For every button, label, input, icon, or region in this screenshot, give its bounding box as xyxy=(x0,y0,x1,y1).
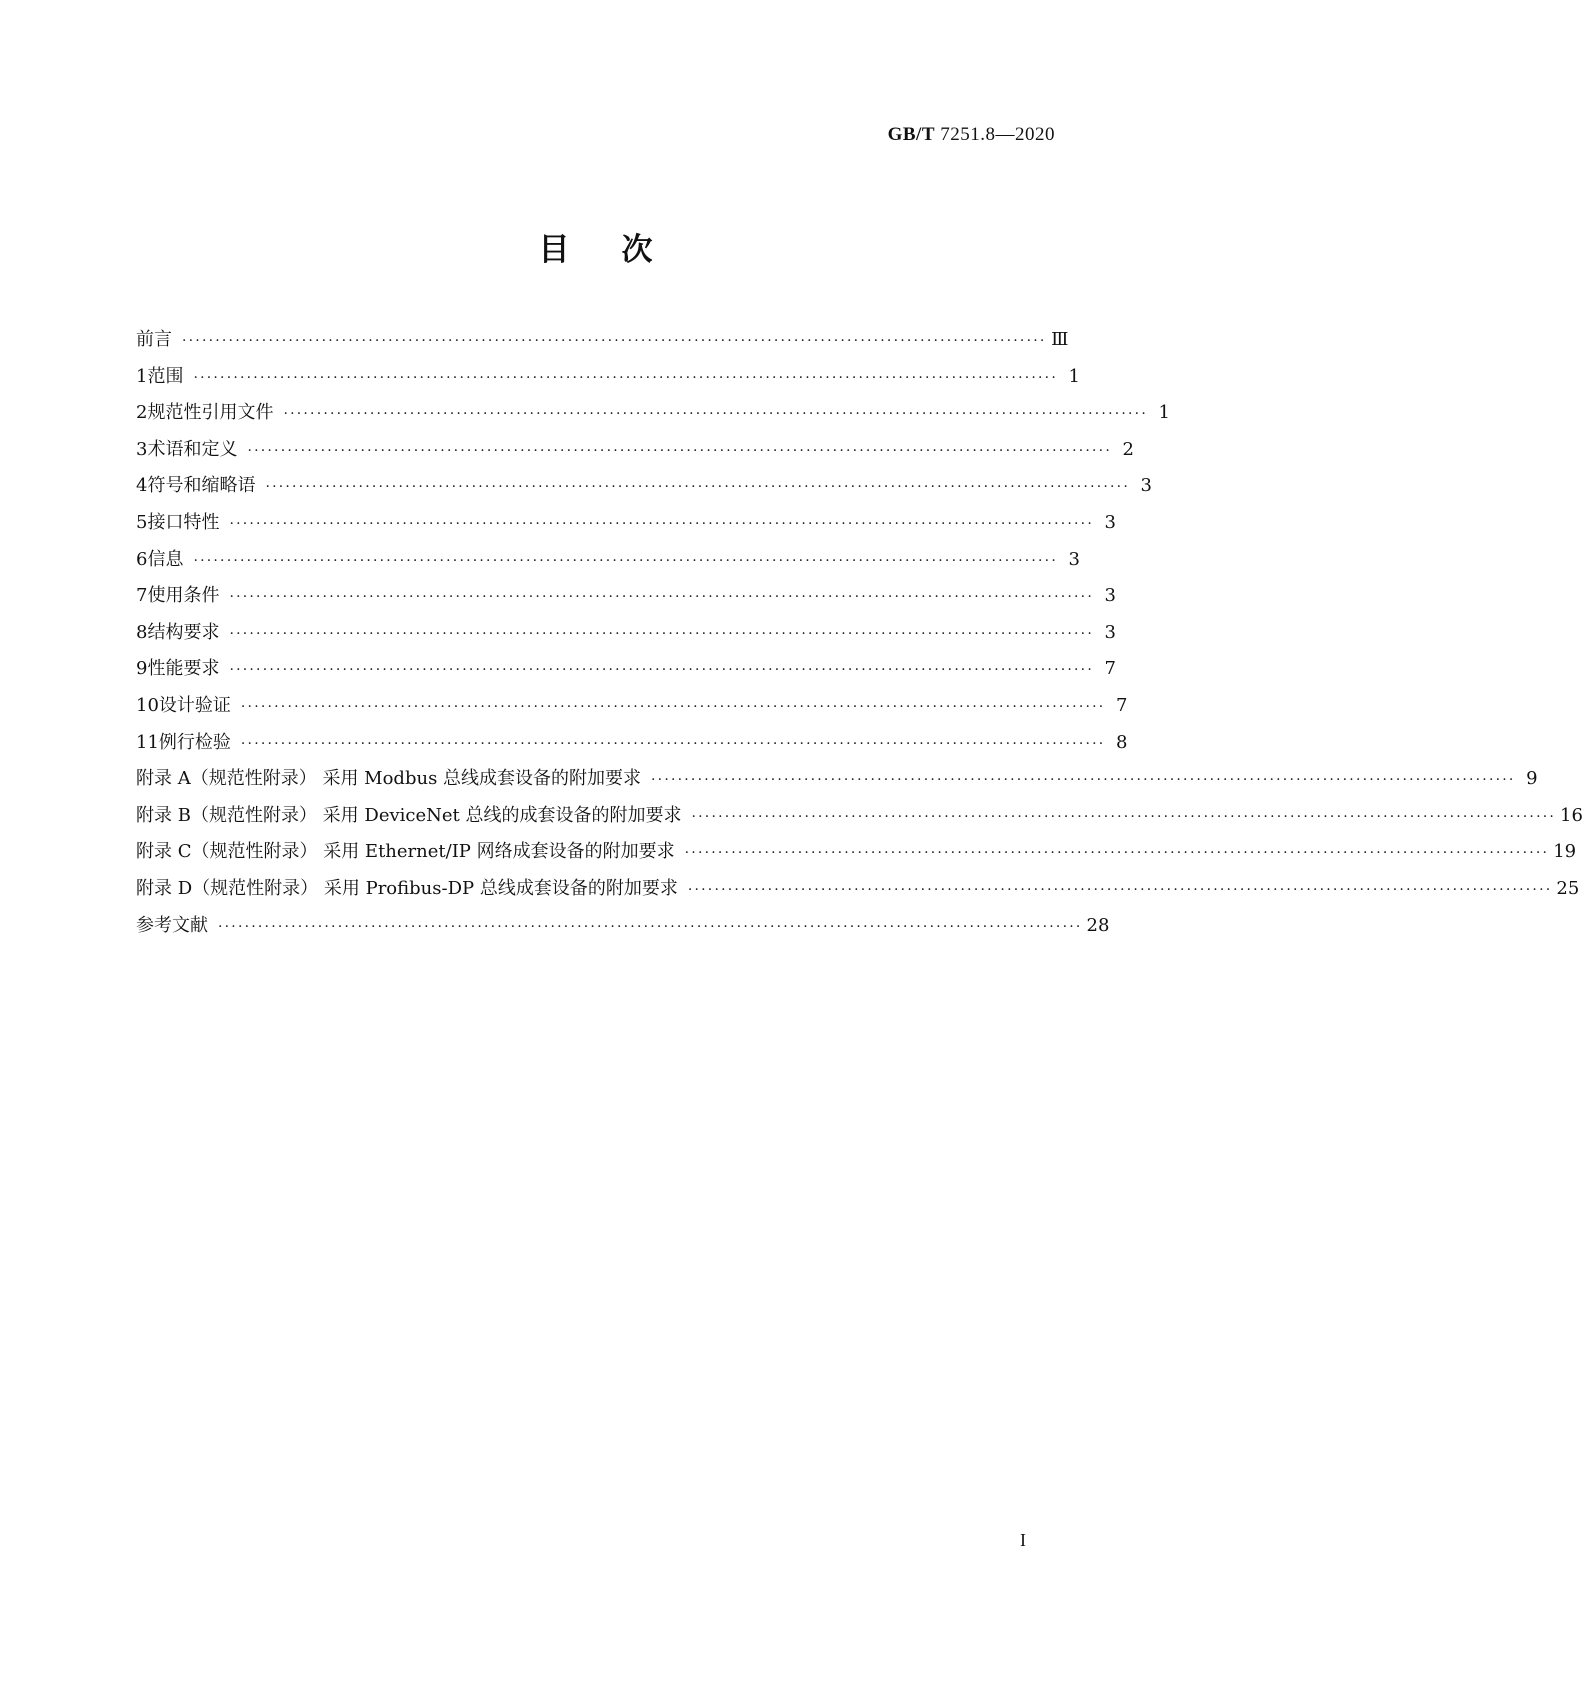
toc-leader-dots: ·································································································································· xyxy=(240,735,1106,752)
toc-leader-dots: ·································································································································· xyxy=(218,918,1083,935)
toc-leader-dots: ·································································································································· xyxy=(687,881,1553,898)
toc-entry-annex-d[interactable] xyxy=(136,871,1580,908)
toc-label: 范围 xyxy=(147,365,184,387)
toc-leader-dots: ·································································································································· xyxy=(691,808,1557,825)
toc-number: 2 xyxy=(136,402,148,424)
toc-page: 1 xyxy=(1158,402,1170,424)
toc-entry-9[interactable] xyxy=(136,651,1116,688)
toc-number: 4 xyxy=(136,475,148,497)
toc-number: 10 xyxy=(136,694,159,716)
toc-label: 信息 xyxy=(147,548,184,570)
toc-leader-dots: ·································································································································· xyxy=(182,333,1047,349)
toc-page: 1 xyxy=(1068,365,1080,387)
toc-label: 性能要求 xyxy=(147,658,220,680)
toc-leader-dots: ·································································································································· xyxy=(651,772,1516,789)
toc-page: 28 xyxy=(1086,914,1110,936)
toc-label: 例行检验 xyxy=(158,731,231,753)
toc-page: 7 xyxy=(1115,694,1128,716)
toc-label: 接口特性 xyxy=(147,511,220,533)
toc-leader-dots: ·································································································································· xyxy=(247,442,1112,459)
toc-page: 3 xyxy=(1068,548,1080,570)
toc-leader-dots: ·································································································································· xyxy=(240,698,1106,715)
toc-label: 符号和缩略语 xyxy=(147,475,256,497)
toc-page: 8 xyxy=(1115,731,1128,753)
toc-page: 9 xyxy=(1526,768,1538,790)
toc-entry-1[interactable] xyxy=(136,359,1080,396)
toc-entry-bibliography[interactable] xyxy=(136,908,1110,945)
toc-page: 2 xyxy=(1122,438,1134,460)
toc-entry-4[interactable] xyxy=(136,468,1152,505)
toc-page: 25 xyxy=(1556,877,1580,899)
toc-page: 3 xyxy=(1104,511,1116,533)
toc-leader-dots: ·································································································································· xyxy=(229,589,1094,606)
toc-label: 术语和定义 xyxy=(147,438,238,460)
toc-page: 7 xyxy=(1104,658,1116,680)
toc-entry-annex-a[interactable] xyxy=(136,761,1538,798)
toc-page: Ⅲ xyxy=(1051,329,1069,350)
toc-leader-dots: ·································································································································· xyxy=(229,515,1094,532)
page-number: I xyxy=(1020,1530,1026,1550)
toc-entry-foreword[interactable] xyxy=(136,322,1069,359)
toc-label: 使用条件 xyxy=(147,585,220,607)
toc-page: 3 xyxy=(1140,475,1152,497)
page-title: 目次 xyxy=(538,232,705,268)
standard-number: 7251.8—2020 xyxy=(935,124,1055,145)
table-of-contents xyxy=(136,322,1583,944)
toc-label: 前言 xyxy=(136,329,172,350)
toc-number: 3 xyxy=(136,438,148,460)
toc-leader-dots: ·································································································································· xyxy=(265,479,1130,496)
toc-label: 附录 A（规范性附录） 采用 Modbus 总线成套设备的附加要求 xyxy=(136,768,642,790)
toc-page: 19 xyxy=(1553,841,1577,863)
toc-number: 6 xyxy=(136,548,148,570)
toc-label: 附录 B（规范性附录） 采用 DeviceNet 总线的成套设备的附加要求 xyxy=(136,804,682,826)
toc-number: 5 xyxy=(136,511,148,533)
standard-code xyxy=(888,124,1055,146)
toc-page: 3 xyxy=(1104,585,1116,607)
toc-entry-10[interactable] xyxy=(136,688,1128,725)
toc-entry-3[interactable] xyxy=(136,432,1134,469)
toc-label: 参考文献 xyxy=(136,914,208,936)
toc-number: 7 xyxy=(136,585,148,607)
toc-number: 1 xyxy=(136,365,148,387)
toc-entry-5[interactable] xyxy=(136,505,1116,542)
toc-entry-8[interactable] xyxy=(136,615,1116,652)
toc-number: 11 xyxy=(136,731,159,753)
toc-leader-dots: ·································································································································· xyxy=(193,369,1058,386)
toc-label: 附录 C（规范性附录） 采用 Ethernet/IP 网络成套设备的附加要求 xyxy=(136,841,675,863)
toc-entry-2[interactable] xyxy=(136,395,1170,432)
toc-leader-dots: ·································································································································· xyxy=(684,845,1550,862)
toc-label: 结构要求 xyxy=(147,621,220,643)
toc-label: 附录 D（规范性附录） 采用 Profibus-DP 总线成套设备的附加要求 xyxy=(136,877,678,899)
toc-entry-annex-c[interactable] xyxy=(136,834,1577,871)
toc-leader-dots: ·································································································································· xyxy=(229,662,1094,679)
toc-leader-dots: ·································································································································· xyxy=(193,552,1058,569)
toc-leader-dots: ·································································································································· xyxy=(283,406,1148,423)
toc-leader-dots: ·································································································································· xyxy=(229,625,1094,642)
toc-label: 规范性引用文件 xyxy=(147,402,274,424)
toc-page: 16 xyxy=(1560,804,1583,826)
toc-label: 设计验证 xyxy=(158,694,231,716)
toc-entry-annex-b[interactable] xyxy=(136,798,1583,835)
standard-prefix: GB/T xyxy=(887,124,935,145)
toc-number: 8 xyxy=(136,621,148,643)
toc-page: 3 xyxy=(1104,621,1116,643)
toc-entry-6[interactable] xyxy=(136,542,1080,579)
toc-number: 9 xyxy=(136,658,148,680)
toc-entry-7[interactable] xyxy=(136,578,1116,615)
toc-entry-11[interactable] xyxy=(136,725,1128,762)
